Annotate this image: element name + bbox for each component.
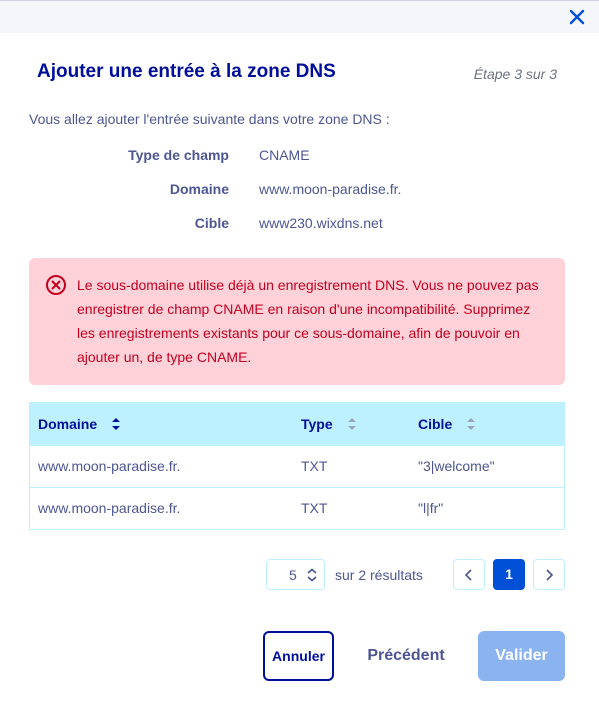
dialog-top-bar [0,0,599,33]
chevron-right-icon [543,568,555,582]
sort-active-icon [111,417,121,431]
target-label: Cible [194,215,229,231]
chevron-left-icon [463,568,475,582]
domain-label: Domaine [169,181,229,197]
close-button[interactable] [567,7,587,27]
page-size-select[interactable] [266,559,325,590]
cell-target: "l|fr" [418,500,444,516]
column-header-domain[interactable]: Domaine [38,416,121,432]
error-circle-icon [45,274,67,296]
cell-type: TXT [301,500,328,516]
cell-type: TXT [301,458,328,474]
error-alert [29,258,565,385]
sort-icon [466,417,476,431]
intro-text: Vous allez ajouter l'entrée suivante dans votre zone DNS : [29,111,390,127]
chevron-updown-icon [306,568,318,582]
next-page-button[interactable] [533,559,565,590]
dialog-title: Ajouter une entrée à la zone DNS [37,61,336,82]
cell-domain: www.moon-paradise.fr. [38,500,181,516]
cell-target: "3|welcome" [418,458,495,474]
field-type-label: Type de champ [128,147,229,163]
error-message: Le sous-domaine utilise déjà un enregistrement DNS. Vous ne pouvez pas enregistrer de champ CNAME en raison d'une incompatibilité. Supprimez les enregistrements existants pour ce sous-domaine, afin de pouvoir en ajouter un, de type CNAME. [77,277,539,365]
target-value: www230.wixdns.net [259,215,383,231]
page-size-value: 5 [289,567,297,583]
column-header-type[interactable]: Type [301,416,357,432]
table-row [30,445,564,487]
domain-value: www.moon-paradise.fr. [259,181,402,197]
column-header-target[interactable]: Cible [418,416,476,432]
results-count: sur 2 résultats [335,567,423,583]
table-header [30,403,564,445]
validate-button[interactable]: Valider [478,631,565,681]
previous-button[interactable]: Précédent [367,647,445,664]
previous-page-button[interactable] [453,559,485,590]
close-icon [567,7,587,27]
step-indicator: Étape 3 sur 3 [473,66,557,82]
sort-icon [347,417,357,431]
field-type-value: CNAME [259,147,310,163]
table-row [30,487,564,529]
current-page-button[interactable]: 1 [493,559,525,590]
dns-records-table [29,402,565,530]
cancel-button[interactable]: Annuler [263,631,334,681]
cell-domain: www.moon-paradise.fr. [38,458,181,474]
